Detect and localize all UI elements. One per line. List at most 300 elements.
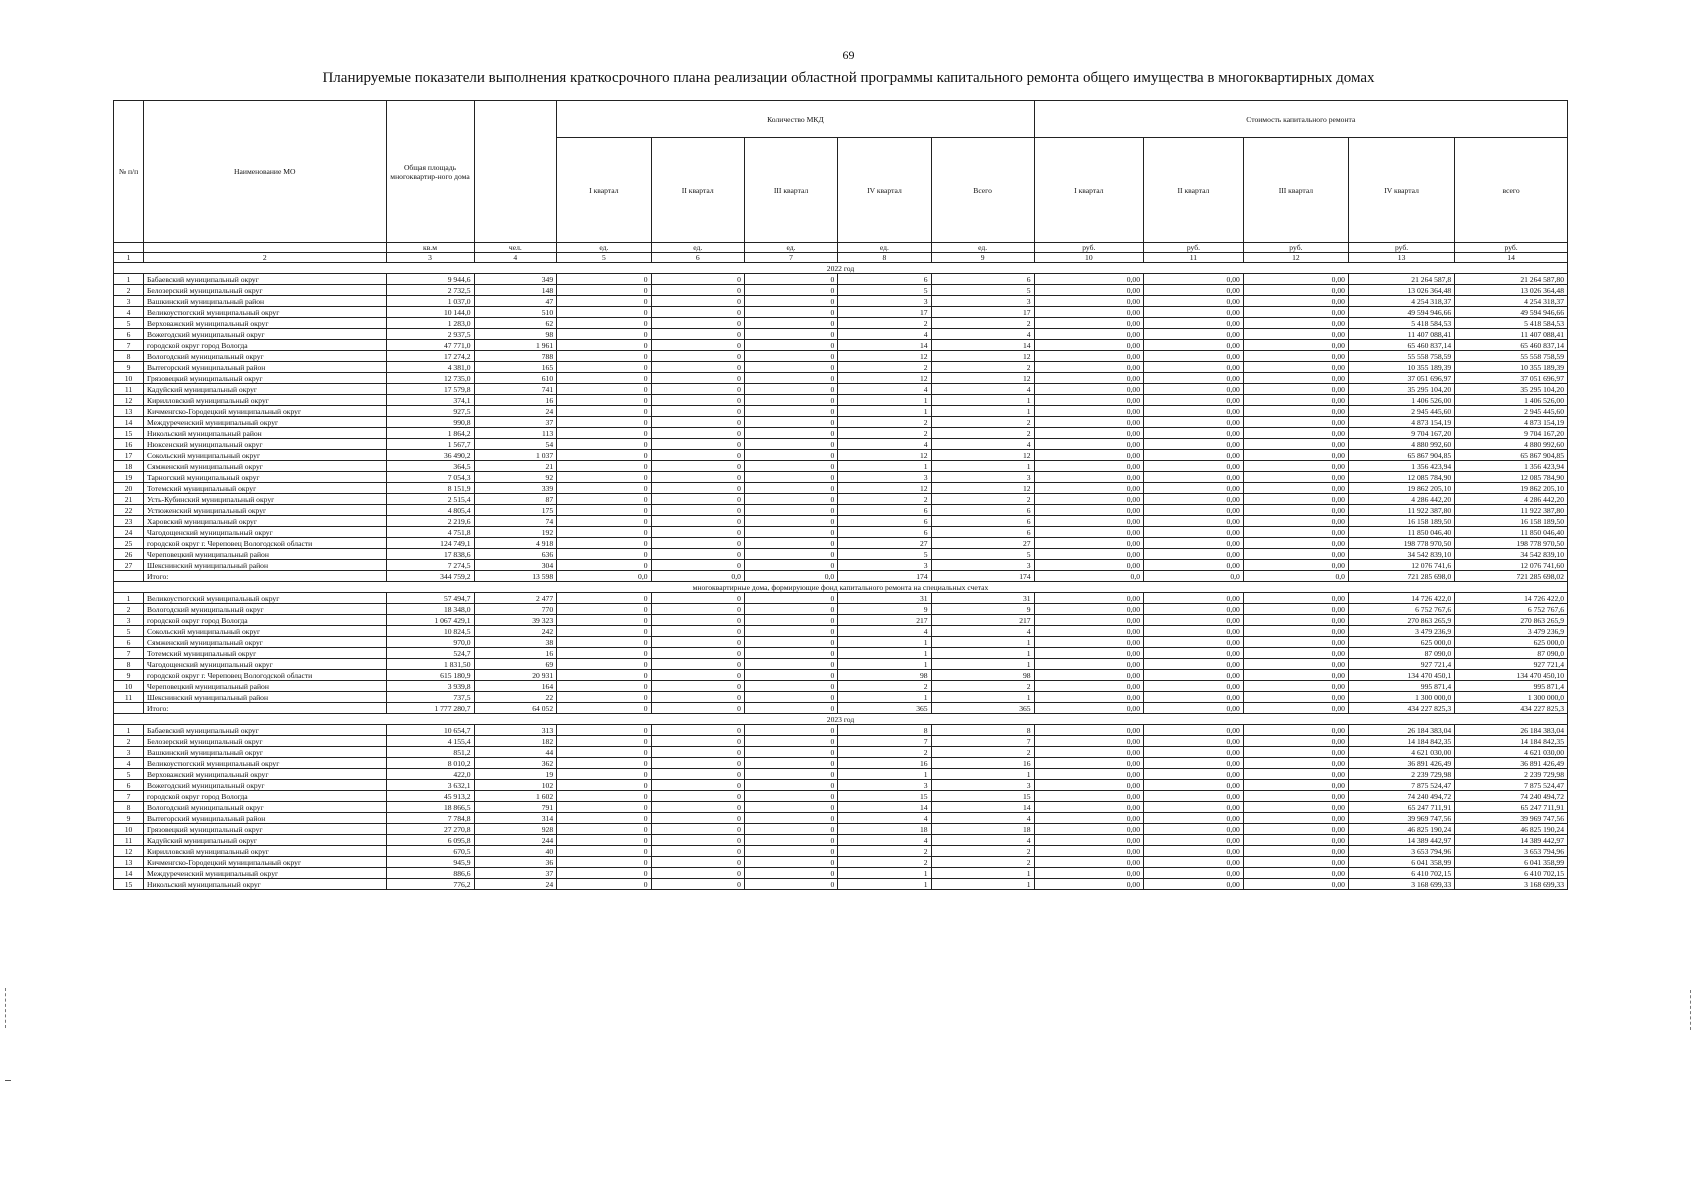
header-count-q2: II квартал <box>651 138 744 243</box>
total-area: 18 348,0 <box>386 604 474 615</box>
count-q2: 0 <box>651 725 744 736</box>
count-total: 12 <box>931 373 1034 384</box>
cost-q3: 0,00 <box>1243 450 1348 461</box>
section-header-row <box>114 582 1568 593</box>
residents: 37 <box>474 417 557 428</box>
count-q3: 0 <box>744 824 837 835</box>
header-cost-q1: I квартал <box>1034 138 1143 243</box>
count-q1: 0 <box>557 637 651 648</box>
total-count-total: 365 <box>931 703 1034 714</box>
header-cost-q2: II квартал <box>1144 138 1244 243</box>
residents: 791 <box>474 802 557 813</box>
residents: 175 <box>474 505 557 516</box>
count-q1: 0 <box>557 626 651 637</box>
unit-cell: ед. <box>931 243 1034 253</box>
table-row <box>114 373 1568 384</box>
mo-name: Великоустюгский муниципальный округ <box>144 307 387 318</box>
cost-q1: 0,00 <box>1034 428 1143 439</box>
cost-q2: 0,00 <box>1144 868 1244 879</box>
cost-total: 198 778 970,50 <box>1455 538 1568 549</box>
cost-q4: 11 922 387,80 <box>1348 505 1454 516</box>
cost-q1: 0,00 <box>1034 307 1143 318</box>
cost-q4: 3 479 236,9 <box>1348 626 1454 637</box>
residents: 2 477 <box>474 593 557 604</box>
count-q1: 0 <box>557 373 651 384</box>
table-row <box>114 604 1568 615</box>
row-num: 7 <box>114 648 144 659</box>
count-q2: 0 <box>651 747 744 758</box>
total-area: 8 151,9 <box>386 483 474 494</box>
cost-q2: 0,00 <box>1144 450 1244 461</box>
count-total: 5 <box>931 549 1034 560</box>
cost-q1: 0,00 <box>1034 813 1143 824</box>
row-num: 3 <box>114 296 144 307</box>
cost-q3: 0,00 <box>1243 362 1348 373</box>
count-q1: 0 <box>557 351 651 362</box>
cost-total: 34 542 839,10 <box>1455 549 1568 560</box>
cost-q2: 0,00 <box>1144 285 1244 296</box>
table-row <box>114 736 1568 747</box>
header-count-q1: I квартал <box>557 138 651 243</box>
count-q4: 15 <box>838 791 931 802</box>
cost-q3: 0,00 <box>1243 780 1348 791</box>
residents: 69 <box>474 659 557 670</box>
mo-name: Тарногский муниципальный округ <box>144 472 387 483</box>
table-row <box>114 758 1568 769</box>
table-row <box>114 637 1568 648</box>
count-total: 3 <box>931 780 1034 791</box>
count-q4: 1 <box>838 637 931 648</box>
residents: 74 <box>474 516 557 527</box>
column-index-cell: 14 <box>1455 253 1568 263</box>
cost-q3: 0,00 <box>1243 835 1348 846</box>
cost-q2: 0,00 <box>1144 769 1244 780</box>
cost-q1: 0,00 <box>1034 802 1143 813</box>
column-index-cell: 6 <box>651 253 744 263</box>
total-area: 9 944,6 <box>386 274 474 285</box>
count-q3: 0 <box>744 769 837 780</box>
cost-q3: 0,00 <box>1243 340 1348 351</box>
unit-cell: кв.м <box>386 243 474 253</box>
table-row <box>114 461 1568 472</box>
count-q3: 0 <box>744 758 837 769</box>
count-q3: 0 <box>744 417 837 428</box>
table-row <box>114 747 1568 758</box>
count-q3: 0 <box>744 648 837 659</box>
count-q2: 0 <box>651 384 744 395</box>
total-area: 8 010,2 <box>386 758 474 769</box>
cost-total: 10 355 189,39 <box>1455 362 1568 373</box>
count-q4: 1 <box>838 648 931 659</box>
count-q3: 0 <box>744 725 837 736</box>
unit-cell: ед. <box>557 243 651 253</box>
mo-name: городской округ г. Череповец Вологодской области <box>144 670 387 681</box>
column-index-cell: 2 <box>144 253 387 263</box>
cost-q2: 0,00 <box>1144 373 1244 384</box>
total-cost-q3: 0,0 <box>1243 571 1348 582</box>
cost-q1: 0,00 <box>1034 791 1143 802</box>
total-area: 4 751,8 <box>386 527 474 538</box>
column-index-cell: 7 <box>744 253 837 263</box>
count-q1: 0 <box>557 725 651 736</box>
count-q2: 0 <box>651 307 744 318</box>
count-q2: 0 <box>651 296 744 307</box>
total-cost-q1: 0,00 <box>1034 703 1143 714</box>
cost-q4: 6 752 767,6 <box>1348 604 1454 615</box>
count-q1: 0 <box>557 329 651 340</box>
cost-q3: 0,00 <box>1243 857 1348 868</box>
table-row <box>114 835 1568 846</box>
count-q3: 0 <box>744 527 837 538</box>
total-area: 2 732,5 <box>386 285 474 296</box>
cost-q3: 0,00 <box>1243 758 1348 769</box>
cost-total: 65 460 837,14 <box>1455 340 1568 351</box>
count-q1: 0 <box>557 868 651 879</box>
count-q3: 0 <box>744 879 837 890</box>
mo-name: Устюженский муниципальный округ <box>144 505 387 516</box>
cost-q2: 0,00 <box>1144 505 1244 516</box>
count-q2: 0 <box>651 846 744 857</box>
count-q1: 0 <box>557 681 651 692</box>
mo-name: Сямженский муниципальный округ <box>144 637 387 648</box>
cost-q1: 0,00 <box>1034 692 1143 703</box>
count-q3: 0 <box>744 439 837 450</box>
count-q1: 0 <box>557 648 651 659</box>
count-q3: 0 <box>744 780 837 791</box>
cost-q4: 65 460 837,14 <box>1348 340 1454 351</box>
document-title: Планируемые показатели выполнения краткосрочного плана реализации областной программы капитального ремонта общего имущества в многоквартирных домах <box>322 70 1375 86</box>
column-index-cell: 9 <box>931 253 1034 263</box>
cost-q2: 0,00 <box>1144 780 1244 791</box>
count-total: 1 <box>931 868 1034 879</box>
residents: 313 <box>474 725 557 736</box>
cost-total: 1 300 000,0 <box>1455 692 1568 703</box>
cost-q1: 0,00 <box>1034 296 1143 307</box>
table-row <box>114 780 1568 791</box>
total-area: 7 054,3 <box>386 472 474 483</box>
row-num: 13 <box>114 406 144 417</box>
cost-total: 4 254 318,37 <box>1455 296 1568 307</box>
cost-total: 36 891 426,49 <box>1455 758 1568 769</box>
cost-q2: 0,00 <box>1144 692 1244 703</box>
cost-q3: 0,00 <box>1243 329 1348 340</box>
cost-q4: 14 389 442,97 <box>1348 835 1454 846</box>
count-q3: 0 <box>744 802 837 813</box>
total-area: 4 381,0 <box>386 362 474 373</box>
residents: 22 <box>474 692 557 703</box>
total-cost-total: 721 285 698,02 <box>1455 571 1568 582</box>
row-num: 5 <box>114 626 144 637</box>
total-area: 927,5 <box>386 406 474 417</box>
total-area: 17 274,2 <box>386 351 474 362</box>
table-row <box>114 340 1568 351</box>
count-total: 12 <box>931 351 1034 362</box>
table-row <box>114 318 1568 329</box>
count-q1: 0 <box>557 428 651 439</box>
cost-q3: 0,00 <box>1243 439 1348 450</box>
count-q2: 0 <box>651 670 744 681</box>
count-q2: 0 <box>651 340 744 351</box>
cost-q2: 0,00 <box>1144 725 1244 736</box>
count-q1: 0 <box>557 593 651 604</box>
cost-q2: 0,00 <box>1144 307 1244 318</box>
cost-q3: 0,00 <box>1243 846 1348 857</box>
count-q2: 0 <box>651 494 744 505</box>
table-row <box>114 769 1568 780</box>
count-q3: 0 <box>744 373 837 384</box>
residents: 16 <box>474 648 557 659</box>
table-row <box>114 791 1568 802</box>
cost-q3: 0,00 <box>1243 879 1348 890</box>
cost-q4: 12 076 741,6 <box>1348 560 1454 571</box>
left-edge-marks <box>5 988 9 1028</box>
table-row <box>114 417 1568 428</box>
section-title: 2023 год <box>114 714 1568 725</box>
mo-name: Вашкинский муниципальный район <box>144 296 387 307</box>
count-q1: 0 <box>557 824 651 835</box>
section-title: многоквартирные дома, формирующие фонд капитального ремонта на специальных счетах <box>114 582 1568 593</box>
residents: 148 <box>474 285 557 296</box>
mo-name: Никольский муниципальный район <box>144 428 387 439</box>
count-q4: 2 <box>838 362 931 373</box>
header-count-total: Всего <box>931 138 1034 243</box>
mo-name: Усть-Кубинский муниципальный округ <box>144 494 387 505</box>
cost-total: 3 479 236,9 <box>1455 626 1568 637</box>
cost-q4: 4 621 030,00 <box>1348 747 1454 758</box>
cost-q3: 0,00 <box>1243 725 1348 736</box>
count-q4: 27 <box>838 538 931 549</box>
count-q3: 0 <box>744 483 837 494</box>
mo-name: Вологодский муниципальный округ <box>144 802 387 813</box>
count-q3: 0 <box>744 505 837 516</box>
unit-cell: ед. <box>838 243 931 253</box>
count-total: 2 <box>931 681 1034 692</box>
count-q4: 6 <box>838 527 931 538</box>
total-count-q1: 0,0 <box>557 571 651 582</box>
cost-q1: 0,00 <box>1034 604 1143 615</box>
row-num: 7 <box>114 791 144 802</box>
mo-name: Череповецкий муниципальный район <box>144 549 387 560</box>
count-q2: 0 <box>651 648 744 659</box>
count-q4: 17 <box>838 307 931 318</box>
cost-q1: 0,00 <box>1034 670 1143 681</box>
residents: 21 <box>474 461 557 472</box>
cost-total: 87 090,0 <box>1455 648 1568 659</box>
count-q3: 0 <box>744 813 837 824</box>
cost-q1: 0,00 <box>1034 373 1143 384</box>
count-total: 4 <box>931 384 1034 395</box>
cost-total: 14 726 422,0 <box>1455 593 1568 604</box>
residents: 4 918 <box>474 538 557 549</box>
table-row <box>114 802 1568 813</box>
count-q4: 4 <box>838 813 931 824</box>
mo-name: городской округ город Вологда <box>144 791 387 802</box>
count-q2: 0 <box>651 439 744 450</box>
row-num: 27 <box>114 560 144 571</box>
cost-q3: 0,00 <box>1243 318 1348 329</box>
count-q2: 0 <box>651 395 744 406</box>
residents: 741 <box>474 384 557 395</box>
table-row <box>114 879 1568 890</box>
cost-q1: 0,00 <box>1034 384 1143 395</box>
cost-q2: 0,00 <box>1144 472 1244 483</box>
count-q4: 5 <box>838 285 931 296</box>
cost-q4: 46 825 190,24 <box>1348 824 1454 835</box>
count-total: 1 <box>931 879 1034 890</box>
mo-name: Бабаевский муниципальный округ <box>144 725 387 736</box>
total-area: 970,0 <box>386 637 474 648</box>
total-area: 851,2 <box>386 747 474 758</box>
row-num: 10 <box>114 824 144 835</box>
cost-q3: 0,00 <box>1243 483 1348 494</box>
cost-q3: 0,00 <box>1243 384 1348 395</box>
count-total: 3 <box>931 296 1034 307</box>
left-bottom-mark <box>5 1080 11 1081</box>
count-q4: 3 <box>838 780 931 791</box>
total-total-area: 344 759,2 <box>386 571 474 582</box>
cost-total: 11 407 088,41 <box>1455 329 1568 340</box>
residents: 44 <box>474 747 557 758</box>
mo-name: Чагодощенский муниципальный округ <box>144 527 387 538</box>
count-total: 2 <box>931 417 1034 428</box>
cost-q3: 0,00 <box>1243 681 1348 692</box>
column-index-cell: 1 <box>114 253 144 263</box>
count-q2: 0 <box>651 527 744 538</box>
count-q4: 4 <box>838 329 931 340</box>
total-area: 524,7 <box>386 648 474 659</box>
cost-q1: 0,00 <box>1034 329 1143 340</box>
page-number: 69 <box>842 48 855 62</box>
count-q2: 0 <box>651 461 744 472</box>
cost-q1: 0,00 <box>1034 835 1143 846</box>
row-num: 24 <box>114 527 144 538</box>
cost-q2: 0,00 <box>1144 736 1244 747</box>
total-count-q2: 0 <box>651 703 744 714</box>
cost-q2: 0,00 <box>1144 813 1244 824</box>
count-q3: 0 <box>744 868 837 879</box>
count-total: 1 <box>931 648 1034 659</box>
mo-name: Тотемский муниципальный округ <box>144 483 387 494</box>
table-row <box>114 351 1568 362</box>
cost-total: 19 862 205,10 <box>1455 483 1568 494</box>
header-mo-name: Наименование МО <box>144 101 387 243</box>
row-num: 26 <box>114 549 144 560</box>
mo-name: Вашкинский муниципальный округ <box>144 747 387 758</box>
header-cost-group: Стоимость капитального ремонта <box>1034 101 1567 138</box>
count-q3: 0 <box>744 670 837 681</box>
cost-q3: 0,00 <box>1243 769 1348 780</box>
total-area: 1 037,0 <box>386 296 474 307</box>
residents: 40 <box>474 846 557 857</box>
table-row <box>114 494 1568 505</box>
count-q1: 0 <box>557 879 651 890</box>
residents: 192 <box>474 527 557 538</box>
total-count-q1: 0 <box>557 703 651 714</box>
mo-name: Бабаевский муниципальный округ <box>144 274 387 285</box>
count-q3: 0 <box>744 384 837 395</box>
count-total: 2 <box>931 747 1034 758</box>
table-row <box>114 725 1568 736</box>
count-q2: 0 <box>651 483 744 494</box>
total-area: 364,5 <box>386 461 474 472</box>
cost-total: 35 295 104,20 <box>1455 384 1568 395</box>
cost-q4: 3 653 794,96 <box>1348 846 1454 857</box>
count-q1: 0 <box>557 835 651 846</box>
cost-q4: 270 863 265,9 <box>1348 615 1454 626</box>
total-area: 17 579,8 <box>386 384 474 395</box>
mo-name: Кадуйский муниципальный округ <box>144 835 387 846</box>
row-num: 15 <box>114 428 144 439</box>
count-total: 9 <box>931 604 1034 615</box>
cost-total: 14 389 442,97 <box>1455 835 1568 846</box>
count-q1: 0 <box>557 461 651 472</box>
row-num: 1 <box>114 725 144 736</box>
cost-q1: 0,00 <box>1034 516 1143 527</box>
residents: 164 <box>474 681 557 692</box>
count-q2: 0 <box>651 824 744 835</box>
count-total: 17 <box>931 307 1034 318</box>
row-num: 4 <box>114 307 144 318</box>
total-cost-total: 434 227 825,3 <box>1455 703 1568 714</box>
cost-q4: 1 406 526,00 <box>1348 395 1454 406</box>
count-total: 18 <box>931 824 1034 835</box>
cost-q3: 0,00 <box>1243 626 1348 637</box>
count-q2: 0 <box>651 615 744 626</box>
mo-name: Чагодощенский муниципальный округ <box>144 659 387 670</box>
cost-q3: 0,00 <box>1243 692 1348 703</box>
cost-total: 4 880 992,60 <box>1455 439 1568 450</box>
cost-q3: 0,00 <box>1243 736 1348 747</box>
total-area: 670,5 <box>386 846 474 857</box>
cost-q3: 0,00 <box>1243 549 1348 560</box>
residents: 24 <box>474 406 557 417</box>
cost-q4: 4 254 318,37 <box>1348 296 1454 307</box>
total-area: 3 632,1 <box>386 780 474 791</box>
count-total: 7 <box>931 736 1034 747</box>
count-q3: 0 <box>744 549 837 560</box>
cost-q3: 0,00 <box>1243 296 1348 307</box>
cost-q3: 0,00 <box>1243 461 1348 472</box>
mo-name: Междуреченский муниципальный округ <box>144 417 387 428</box>
mo-name: Междуреченский муниципальный округ <box>144 868 387 879</box>
residents: 165 <box>474 362 557 373</box>
cost-q4: 87 090,0 <box>1348 648 1454 659</box>
cost-q2: 0,00 <box>1144 461 1244 472</box>
total-area: 7 784,8 <box>386 813 474 824</box>
row-num: 17 <box>114 450 144 461</box>
cost-q1: 0,00 <box>1034 505 1143 516</box>
count-total: 3 <box>931 560 1034 571</box>
cost-q1: 0,00 <box>1034 648 1143 659</box>
table-row <box>114 549 1568 560</box>
residents: 19 <box>474 769 557 780</box>
residents: 242 <box>474 626 557 637</box>
cost-q4: 4 880 992,60 <box>1348 439 1454 450</box>
section-title: 2022 год <box>114 263 1568 274</box>
mo-name: Великоустюгский муниципальный округ <box>144 593 387 604</box>
count-q2: 0 <box>651 637 744 648</box>
row-num: 15 <box>114 879 144 890</box>
residents: 54 <box>474 439 557 450</box>
count-q1: 0 <box>557 472 651 483</box>
cost-q3: 0,00 <box>1243 274 1348 285</box>
cost-q2: 0,00 <box>1144 802 1244 813</box>
cost-q2: 0,00 <box>1144 395 1244 406</box>
mo-name: Вологодский муниципальный округ <box>144 604 387 615</box>
unit-cell: руб. <box>1455 243 1568 253</box>
residents: 87 <box>474 494 557 505</box>
table-row <box>114 472 1568 483</box>
